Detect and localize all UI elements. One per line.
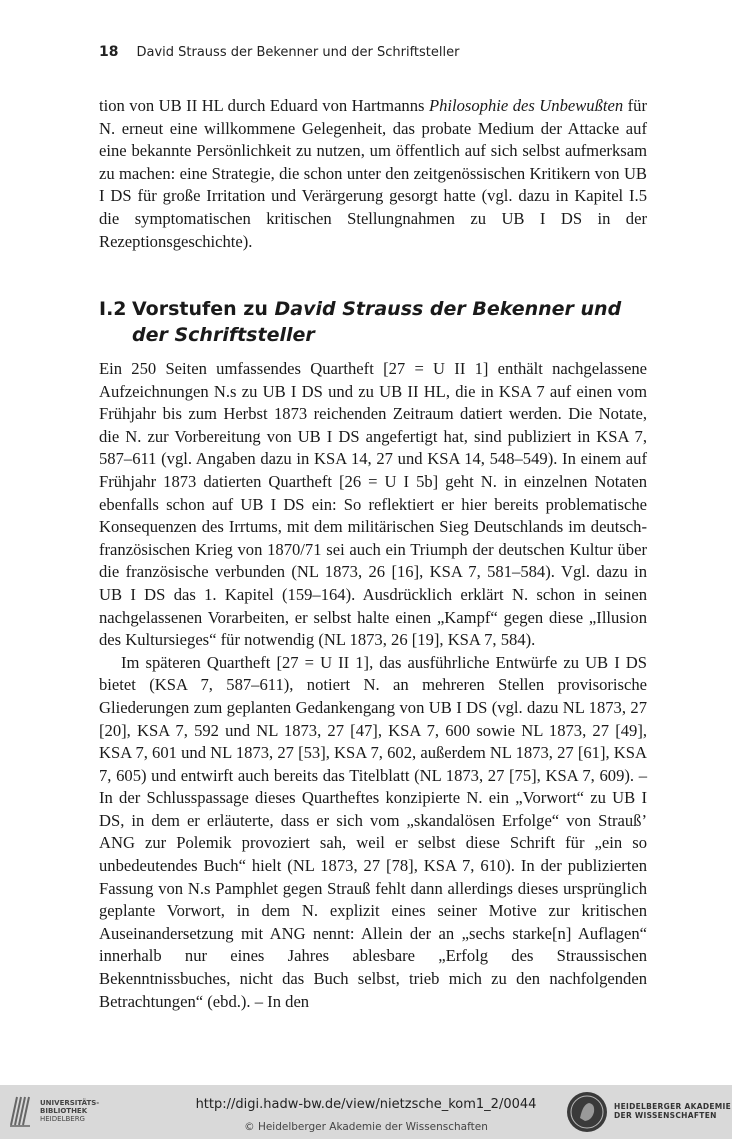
page-number: 18 [99, 44, 119, 60]
running-head [99, 44, 647, 60]
section-title-plain: Vorstufen zu [132, 298, 275, 320]
paragraph-continued [99, 95, 647, 253]
section-title-italic-1: David Strauss der Bekenner und [274, 298, 622, 320]
paragraph-2: Im späteren Quartheft [27 = U II 1], das ausführliche Entwürfe zu UB I DS bietet (KSA 7, 587–611), notiert N. an mehreren Stellen provisorische Gliederungen zum geplanten Gedankengang von UB I DS (vgl. dazu NL 1873, 27 [20], KSA 7, 592 und NL 1873, 27 [47], KSA 7, 600 sowie NL 1873, 27 [49], KSA 7, 601 und NL 1873, 27 [53], KSA 7, 602, außerdem NL 1873, 27 [61], KSA 7, 605) und entwirft auch bereits das Titelblatt (NL 1873, 27 [75], KSA 7, 609). – In der Schlusspassage dieses Quartheftes konzipierte N. ein „Vorwort“ zu UB I DS, in dem er erläuterte, dass er sich vom „skandalösen Erfolge“ von Strauß’ ANG zur Polemik provoziert sah, weil er selbst diese Schrift für „ein so unbedeutendes Buch“ hielt (NL 1873, 27 [78], KSA 7, 610). In der publizierten Fassung von N.s Pamphlet gegen Strauß fehlt dann allerdings dieses ursprünglich geplante Vorwort, in dem N. explizit eines seiner Motive zur kritischen Auseinandersetzung mit ANG nennt: Allein der an „sechs starke[n] Auflagen“ innerhalb nur eines Jahres ablesbare „Erfolg des Straussischen Bekenntnissbuches, nicht das Buch selbst, trieb mich zu den nachfolgenden Betrachtungen“ (ebd.). – In den [99, 652, 647, 1011]
academy-seal-icon [565, 1090, 609, 1134]
para0-text-pre: tion von UB II HL durch Eduard von Hartmanns [99, 96, 429, 115]
section-heading [99, 296, 659, 348]
university-library-name: UNIVERSITÄTS- BIBLIOTHEK HEIDELBERG [40, 1099, 100, 1123]
source-url-link[interactable]: http://digi.hadw-bw.de/view/nietzsche_kom1_2/0044 [195, 1097, 537, 1112]
section-number: I.2 [99, 298, 127, 320]
work-title-italic: Philosophie des Unbewußten [428, 96, 624, 115]
paragraph-1: Ein 250 Seiten umfassendes Quartheft [27 = U II 1] enthält nachgelassene Aufzeichnungen N.s zu UB I DS und zu UB II HL, die in KSA 7 auf einen vom Frühjahr bis zum Herbst 1873 reichenden Zeitraum datiert werden. Die Notate, die N. zur Vorbereitung von UB I DS angefertigt hat, sind publiziert in KSA 7, 587–611 (vgl. Angaben dazu in KSA 14, 27 und KSA 14, 548–549). In einem auf Frühjahr 1873 datierten Quartheft [26 = U I 5b] geht N. in einzelnen Notaten ebenfalls schon auf UB I DS ein: So reflektiert er hier bereits problematische Konsequenzen des Irrtums, mit dem militärischen Sieg Deutschlands im deutsch-französischen Krieg von 1870/71 sei auch ein Triumph der deutschen Kultur über die französische verbunden (NL 1873, 26 [16], KSA 7, 581–584). Vgl. dazu in UB I DS das 1. Kapitel (159–164). Ausdrücklich erklärt N. schon in seinen nachgelassenen Vorarbeiten, er selbst halte einen „Kampf“ gegen diese „Illusion des Kultursieges“ für notwendig (NL 1873, 26 [19], KSA 7, 584). [99, 359, 647, 650]
section-title-italic-2: der Schriftsteller [132, 324, 315, 346]
copyright-notice: © Heidelberger Akademie der Wissenschaften [244, 1121, 488, 1133]
section-body [99, 358, 647, 1013]
para0-text-post: für N. erneut eine willkommene Gelegenheit, das probate Medium der Attacke auf eine bekannte Persönlichkeit zu nutzen, um öffentlich auf sich selbst aufmerksam zu machen: eine Strategie, die schon unter den zeitgenössischen Kritikern von UB I DS für große Irritation und Verärgerung gesorgt hatte (vgl. dazu in Kapitel I.5 die symptomatischen kritischen Stellungnahmen zu UB I DS in der Rezeptionsgeschichte). [99, 96, 647, 251]
digitization-footer [0, 1085, 732, 1139]
running-title: David Strauss der Bekenner und der Schriftsteller [136, 45, 460, 60]
academy-name: HEIDELBERGER AKADEMIE DER WISSENSCHAFTEN [614, 1102, 732, 1120]
